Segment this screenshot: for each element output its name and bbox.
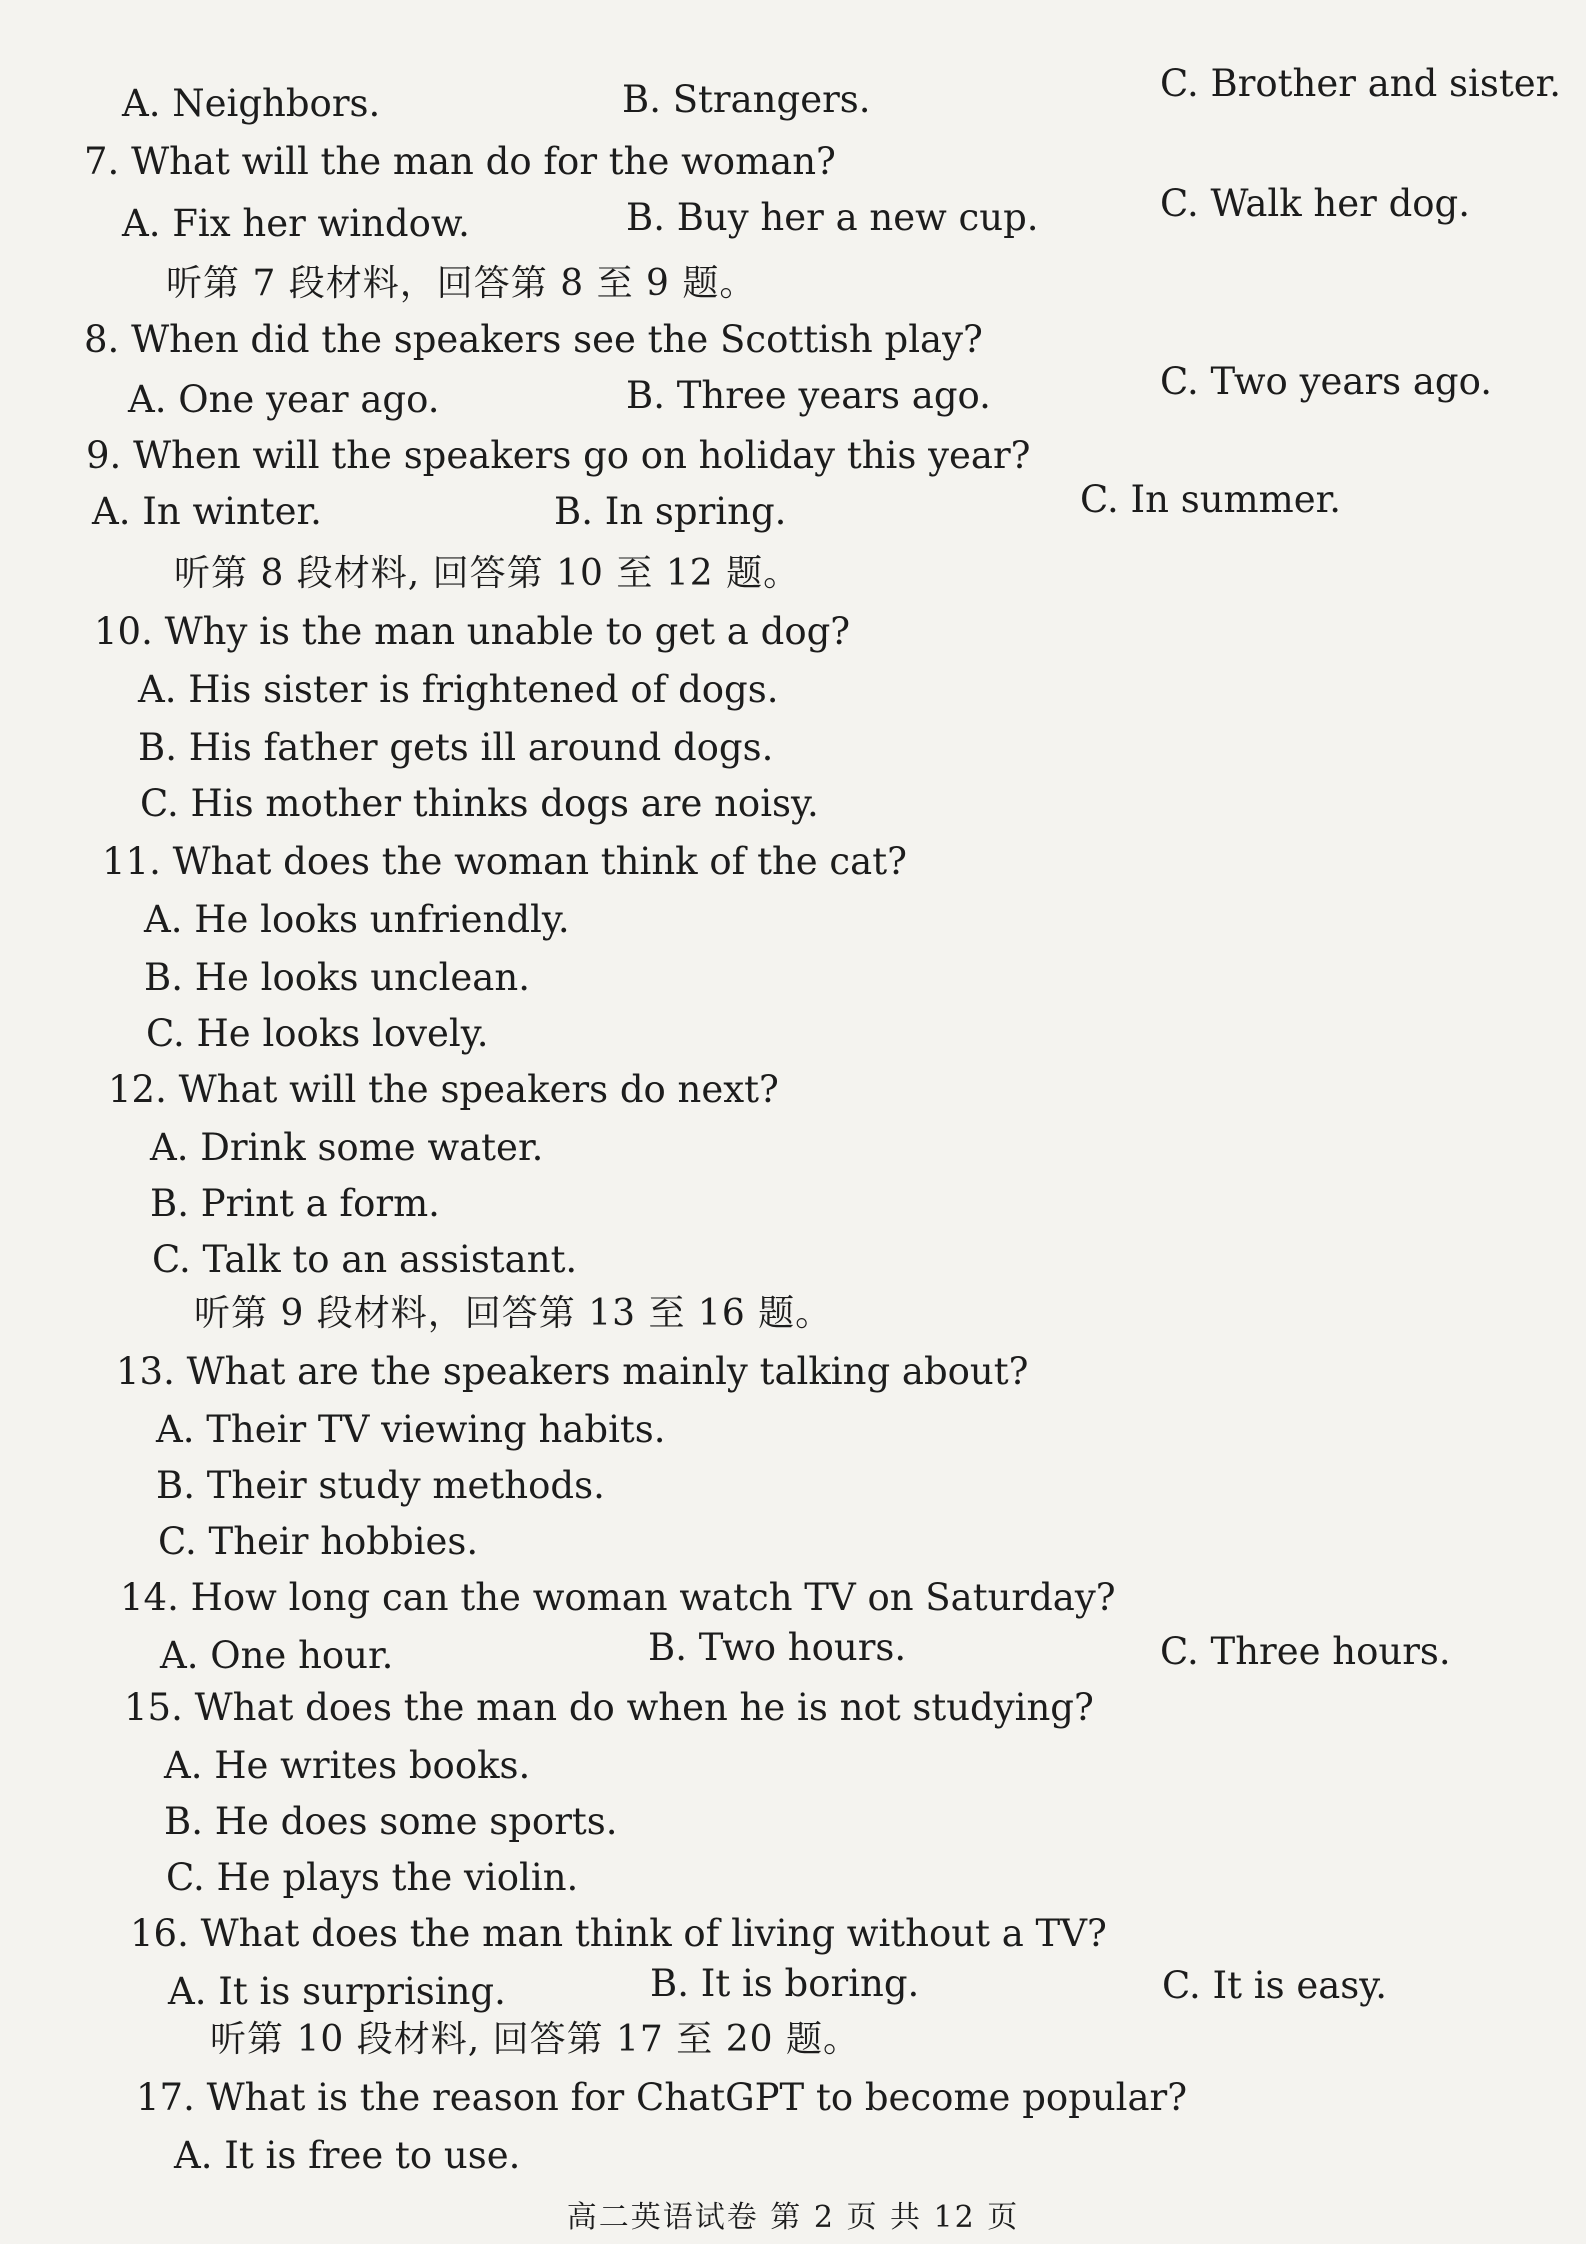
q13-question: 13. What are the speakers mainly talking about? — [116, 1350, 1029, 1393]
q11-question: 11. What does the woman think of the cat? — [102, 840, 907, 883]
q15-option-a: A. He writes books. — [164, 1744, 531, 1787]
q9-question: 9. When will the speakers go on holiday this year? — [86, 434, 1031, 477]
q15-option-b: B. He does some sports. — [164, 1800, 618, 1843]
q8-option-a: A. One year ago. — [128, 378, 440, 421]
q9-option-c: C. In summer. — [1080, 478, 1341, 521]
q8-option-b: B. Three years ago. — [626, 374, 991, 417]
q16-option-c: C. It is easy. — [1162, 1964, 1388, 2007]
q16-option-b: B. It is boring. — [650, 1962, 920, 2005]
q17-option-a: A. It is free to use. — [174, 2134, 521, 2177]
q7-option-a: A. Fix her window. — [122, 202, 470, 245]
q9-option-b: B. In spring. — [554, 490, 787, 533]
q14-option-c: C. Three hours. — [1160, 1630, 1451, 1673]
q6-option-c: C. Brother and sister. — [1160, 62, 1562, 105]
section-7-instruction: 听第 7 段材料，回答第 8 至 9 题。 — [166, 263, 757, 304]
q15-question: 15. What does the man do when he is not studying? — [124, 1686, 1094, 1729]
q10-option-b: B. His father gets ill around dogs. — [138, 726, 774, 769]
q10-question: 10. Why is the man unable to get a dog? — [94, 610, 851, 653]
section-10-instruction: 听第 10 段材料, 回答第 17 至 20 题。 — [210, 2019, 860, 2060]
q11-option-a: A. He looks unfriendly. — [144, 898, 570, 941]
q8-question: 8. When did the speakers see the Scottish play? — [84, 318, 983, 361]
q6-option-b: B. Strangers. — [622, 78, 871, 121]
q13-option-b: B. Their study methods. — [156, 1464, 605, 1507]
q14-option-b: B. Two hours. — [648, 1626, 907, 1669]
q16-option-a: A. It is surprising. — [168, 1970, 506, 2013]
q9-option-a: A. In winter. — [92, 490, 322, 533]
q10-option-a: A. His sister is frightened of dogs. — [138, 668, 779, 711]
q12-question: 12. What will the speakers do next? — [108, 1068, 779, 1111]
q14-question: 14. How long can the woman watch TV on Saturday? — [120, 1576, 1116, 1619]
q12-option-b: B. Print a form. — [150, 1182, 440, 1225]
q17-question: 17. What is the reason for ChatGPT to become popular? — [136, 2076, 1188, 2119]
q15-option-c: C. He plays the violin. — [166, 1856, 579, 1899]
q14-option-a: A. One hour. — [160, 1634, 394, 1677]
q10-option-c: C. His mother thinks dogs are noisy. — [140, 782, 819, 825]
section-9-instruction: 听第 9 段材料，回答第 13 至 16 题。 — [194, 1293, 833, 1334]
q13-option-a: A. Their TV viewing habits. — [156, 1408, 666, 1451]
q16-question: 16. What does the man think of living without a TV? — [130, 1912, 1107, 1955]
section-8-instruction: 听第 8 段材料, 回答第 10 至 12 题。 — [174, 553, 801, 594]
q11-option-b: B. He looks unclean. — [144, 956, 530, 999]
q13-option-c: C. Their hobbies. — [158, 1520, 479, 1563]
q12-option-c: C. Talk to an assistant. — [152, 1238, 578, 1281]
q11-option-c: C. He looks lovely. — [146, 1012, 489, 1055]
q8-option-c: C. Two years ago. — [1160, 360, 1493, 403]
q7-option-b: B. Buy her a new cup. — [626, 196, 1039, 239]
q12-option-a: A. Drink some water. — [150, 1126, 544, 1169]
q7-question: 7. What will the man do for the woman? — [84, 140, 836, 183]
q6-option-a: A. Neighbors. — [122, 82, 381, 125]
page-footer: 高二英语试卷 第 2 页 共 12 页 — [566, 2200, 1020, 2235]
q7-option-c: C. Walk her dog. — [1160, 182, 1470, 225]
